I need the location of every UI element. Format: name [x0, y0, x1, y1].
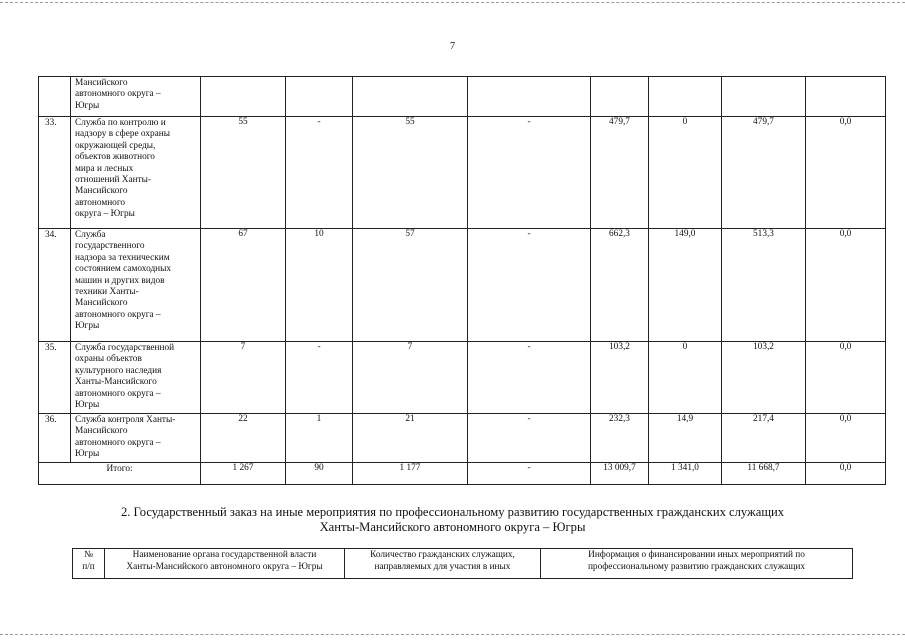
total-value-cell-c2: 90 — [286, 463, 353, 485]
value-cell-c6: 149,0 — [649, 229, 722, 342]
name-line: автономного округа – — [75, 388, 161, 399]
authority-name-cell — [71, 414, 201, 463]
name-line: Югры — [75, 449, 100, 460]
header-number-cell — [73, 549, 105, 579]
name-line: Мансийского — [75, 426, 128, 437]
section-2-table — [72, 548, 853, 579]
value-cell-c7: 103,2 — [722, 342, 806, 414]
value-cell-c2: - — [286, 117, 353, 229]
value-cell-c4: - — [468, 117, 591, 229]
value-cell-c2: 10 — [286, 229, 353, 342]
value-cell-c5: 232,3 — [591, 414, 649, 463]
row-number-cell: 33. — [39, 117, 71, 229]
value-cell-c8: 0,0 — [806, 342, 886, 414]
value-cell-c6: 0 — [649, 117, 722, 229]
value-cell-c6: 0 — [649, 342, 722, 414]
authority-name-cell — [71, 229, 201, 342]
name-line: Служба контроля Ханты- — [75, 415, 176, 425]
name-line: объектов животного — [75, 152, 155, 163]
total-value-cell-c6: 1 341,0 — [649, 463, 722, 485]
table-row — [39, 229, 886, 342]
continuation-num-cell — [39, 77, 71, 117]
row-number-cell: 35. — [39, 342, 71, 414]
header-number-line-1: № — [84, 550, 93, 560]
section-2-title — [0, 505, 905, 535]
section-2-title-line-1: 2. Государственный заказ на иные мероприятия по профессиональному развитию государственных гражданских служащих — [120, 505, 785, 519]
total-value-cell-c1: 1 267 — [201, 463, 286, 485]
row-number-cell: 34. — [39, 229, 71, 342]
value-cell-c7: 513,3 — [722, 229, 806, 342]
name-line: Служба по контролю и — [75, 118, 166, 128]
name-line: мира и лесных — [75, 163, 134, 174]
page-number: 7 — [450, 41, 455, 52]
value-cell-c7: 217,4 — [722, 414, 806, 463]
total-value-cell-c3: 1 177 — [353, 463, 468, 485]
name-line: техники Ханты- — [75, 287, 139, 298]
value-cell-c1: 67 — [201, 229, 286, 342]
continuation-row — [39, 77, 886, 117]
name-line: машин и других видов — [75, 275, 165, 286]
name-line: автономного округа – — [75, 309, 161, 320]
empty-cell — [353, 77, 468, 117]
value-cell-c8: 0,0 — [806, 117, 886, 229]
header-authority-line-1: Наименование органа государственной власти — [132, 550, 317, 560]
value-cell-c3: 21 — [353, 414, 468, 463]
value-cell-c6: 14,9 — [649, 414, 722, 463]
section-2-title-line-2: Ханты-Мансийского автономного округа – Югры — [319, 520, 586, 534]
value-cell-c4: - — [468, 229, 591, 342]
value-cell-c7: 479,7 — [722, 117, 806, 229]
total-label-cell: Итого: — [39, 463, 201, 485]
table-row — [39, 117, 886, 229]
name-line: Служба государственной — [75, 343, 175, 353]
name-line: надзора за техническим — [75, 252, 170, 263]
name-line: культурного наследия — [75, 365, 162, 376]
name-line: округа – Югры — [75, 209, 135, 220]
empty-cell — [722, 77, 806, 117]
name-line: отношений Ханты- — [75, 175, 151, 186]
value-cell-c8: 0,0 — [806, 229, 886, 342]
name-line: автономного округа – — [75, 89, 161, 100]
scan-edge-top — [0, 2, 905, 3]
value-cell-c3: 7 — [353, 342, 468, 414]
table-row — [39, 414, 886, 463]
total-row — [39, 463, 886, 485]
value-cell-c2: 1 — [286, 414, 353, 463]
name-line: охраны объектов — [75, 354, 142, 365]
name-line: состоянием самоходных — [75, 264, 172, 275]
header-financing-line-2: профессиональному развитию гражданских служащих — [587, 561, 806, 572]
value-cell-c8: 0,0 — [806, 414, 886, 463]
value-cell-c1: 7 — [201, 342, 286, 414]
section-2-header-row — [73, 549, 853, 579]
header-authority-line-2: Ханты-Мансийского автономного округа – Югры — [126, 561, 323, 572]
header-count-line-1: Количество гражданских служащих, — [370, 550, 515, 560]
name-line: Ханты-Мансийского — [75, 377, 157, 388]
authority-name-cell — [71, 342, 201, 414]
empty-cell — [286, 77, 353, 117]
value-cell-c3: 57 — [353, 229, 468, 342]
value-cell-c5: 479,7 — [591, 117, 649, 229]
empty-cell — [806, 77, 886, 117]
name-line: Мансийского — [75, 298, 128, 309]
total-value-cell-c4: - — [468, 463, 591, 485]
continuation-name-cell — [71, 77, 201, 117]
staff-funding-table — [38, 76, 886, 485]
name-line: автономного округа – — [75, 437, 161, 448]
value-cell-c3: 55 — [353, 117, 468, 229]
value-cell-c5: 662,3 — [591, 229, 649, 342]
name-line: автономного — [75, 197, 126, 208]
empty-cell — [201, 77, 286, 117]
value-cell-c4: - — [468, 414, 591, 463]
name-line: Мансийского — [75, 186, 128, 197]
total-value-cell-c8: 0,0 — [806, 463, 886, 485]
header-count-cell — [345, 549, 541, 579]
header-financing-line-1: Информация о финансировании иных мероприятий по — [588, 550, 805, 560]
name-line: Югры — [75, 100, 100, 111]
total-value-cell-c5: 13 009,7 — [591, 463, 649, 485]
authority-name-cell — [71, 117, 201, 229]
table-row — [39, 342, 886, 414]
staff-funding-table-body — [39, 77, 886, 485]
value-cell-c2: - — [286, 342, 353, 414]
header-number-line-2: п/п — [82, 561, 95, 572]
value-cell-c4: - — [468, 342, 591, 414]
row-number-cell: 36. — [39, 414, 71, 463]
scan-edge-bottom — [0, 634, 905, 635]
name-line: Служба — [75, 230, 106, 240]
empty-cell — [649, 77, 722, 117]
value-cell-c5: 103,2 — [591, 342, 649, 414]
name-line: Югры — [75, 321, 100, 332]
name-line: надзору в сфере охраны — [75, 129, 170, 140]
name-line: Мансийского — [75, 78, 128, 88]
name-line: государственного — [75, 241, 145, 252]
header-authority-cell — [105, 549, 345, 579]
total-value-cell-c7: 11 668,7 — [722, 463, 806, 485]
value-cell-c1: 22 — [201, 414, 286, 463]
name-line: окружающей среды, — [75, 140, 156, 151]
value-cell-c1: 55 — [201, 117, 286, 229]
header-count-line-2: направляемых для участия в иных — [374, 561, 511, 572]
header-financing-cell — [541, 549, 853, 579]
empty-cell — [591, 77, 649, 117]
name-line: Югры — [75, 400, 100, 411]
empty-cell — [468, 77, 591, 117]
